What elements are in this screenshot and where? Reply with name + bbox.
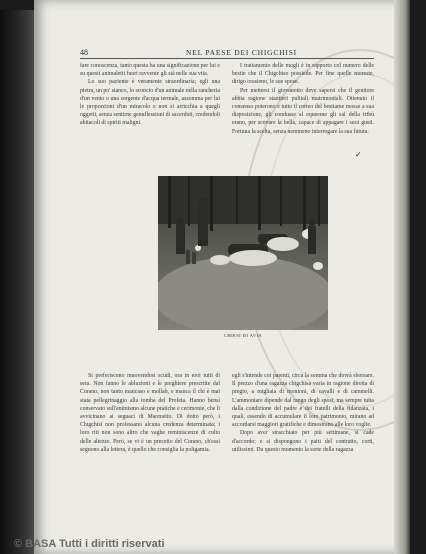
watermark-bottom: © BASA Tutti i diritti riservati	[14, 538, 165, 550]
book-spine	[0, 0, 34, 554]
pen-mark: ✓	[355, 150, 362, 159]
header-rule	[80, 58, 374, 59]
page-number: 48	[80, 48, 88, 57]
running-head: NEL PAESE DEI CHIGCHISI	[186, 48, 297, 57]
photo-caption: CHIESI DI AVIA	[223, 333, 263, 338]
paragraph: egli s'intende coi parenti, circa la somma che dovrà sborsare. Il prezzo d'una ragazza chigchisa varia in ragione diretta di pregio, a migliaia di montoni, di cavalli e di cammelli. L'ammontare dipende dal rango degli sposi, ma sempre tutta dalla condizione del padre e dei fratelli della fidanzata, i quali, essendo di accumulare il loro patrimonio, mirano ad accordarsi maggiori gratifiche e dimostrano alle loro voglie.	[232, 373, 374, 429]
paragraph: Lo suo paziente è veramente straordinaria; egli una pietra, un po' stanco, lo sconcio d'un animale nella rancheria d'un vento o una sorgente d'acqua termale, assomma per lui le proporzioni d'un miracolo e non si arricchia a quegli oggetti, senza sentirne genuflessioni di sacerdoti, credendoli abitacoli di spiriti maligni.	[80, 79, 220, 127]
paragraph: Si preferiscono muovendosi scudi, ora in eroi tutti di sera. Non fanno le abluzioni e le preghiere prescritte dal Corano; non tanto mancaso e mollah, e manca il chi è mai stata pellegrinaggio alla tomba del Profeta. Hanno bensì conservato sull'animismo alcune pratiche e cerimonie, che li avvicinano ai seguaci di Maometto. Di dotto però, i Chigchisi non professano alcuna credenza determinata; i loro riti non sono altro che vaghe reminiscenze di culto delle altezze. Però, se vi è un precetto del Corano, ch'essi seguono alla lettera, è quello che consiglia la poligamia.	[80, 373, 220, 453]
left-column-top	[80, 62, 220, 128]
paragraph: Per mettersi il giovanotto deve sapersi che il genitore abbia ragione stantieri pulitali matrimoniali. Ottenuto il consenso poterono e tutto il corteo del bestiame mosse a sua disposizione, gli condusse al equeeme gli sal della tribù erano, per scovare la bella, capace di appagare i suoi gusti. Fortuna la scelta, senza nemmeno interrogare la sua futura.	[232, 87, 374, 135]
left-column-bottom	[80, 372, 220, 454]
paragraph: fare conoscenza, tanto questa ha una significazione per lui e su questi animaletti fuori ravvente gli stà nelle sua vita.	[80, 63, 220, 78]
paragraph: I trattamento delle mogli è in rapporto col numero delle bestie che il Chigchiso possiede. Per fine quelle moreste, dirigo orasieno, le sue spose.	[232, 63, 374, 86]
photo-illustration	[158, 176, 328, 330]
page-edge	[394, 0, 410, 554]
photograph-herders-camp	[158, 176, 328, 330]
right-column-top	[232, 62, 374, 136]
paragraph: Dopo aver stracchiato per più settimane, si cade d'accordo; e si dispongono i patti del contratto, corti, utilissimi. Da questo momento la sorte della ragazza	[232, 430, 374, 453]
right-column-bottom	[232, 372, 374, 454]
